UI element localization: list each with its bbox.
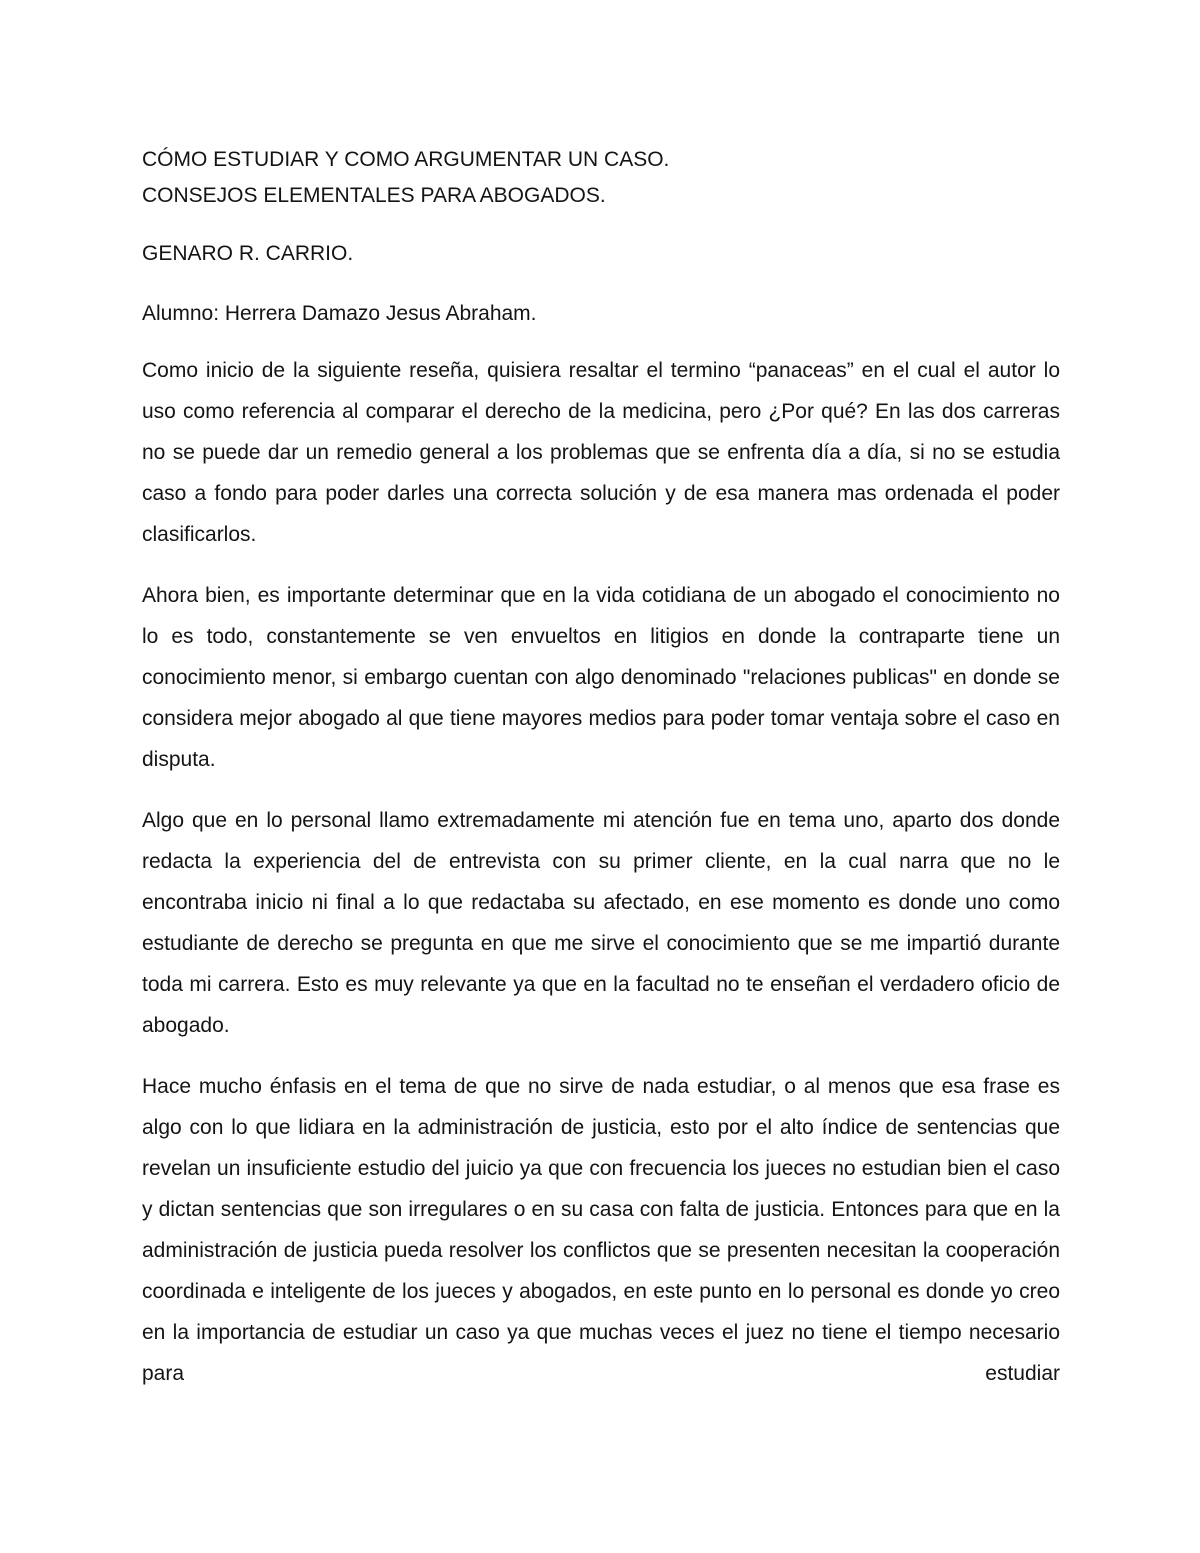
document-student: Alumno: Herrera Damazo Jesus Abraham. [142,302,537,325]
document-body [142,142,1060,1394]
paragraph: Hace mucho énfasis en el tema de que no sirve de nada estudiar, o al menos que esa frase es algo con lo que lidiara en la administración de justicia, esto por el alto índice de sentencias que revelan un insuficiente estudio del juicio ya que con frecuencia los jueces no estudian bien el caso y dictan sentencias que son irregulares o en su casa con falta de justicia. Entonces para que en la administración de justicia pueda resolver los conflictos que se presenten necesitan la cooperación coordinada e inteligente de los jueces y abogados, en este punto en lo personal es donde yo creo en la importancia de estudiar un caso ya que muchas veces el juez no tiene el tiempo necesario para estudiar [142,1075,1060,1385]
paragraph: Como inicio de la siguiente reseña, quisiera resaltar el termino “panaceas” en el cual el autor lo uso como referencia al comparar el derecho de la medicina, pero ¿Por qué? En las dos carreras no se puede dar un remedio general a los problemas que se enfrenta día a día, si no se estudia caso a fondo para poder darles una correcta solución y de esa manera mas ordenada el poder clasificarlos. [142,359,1060,546]
paragraph: Ahora bien, es importante determinar que en la vida cotidiana de un abogado el conocimiento no lo es todo, constantemente se ven envueltos en litigios en donde la contraparte tiene un conocimiento menor, si embargo cuentan con algo denominado "relaciones publicas" en donde se considera mejor abogado al que tiene mayores medios para poder tomar ventaja sobre el caso en disputa. [142,584,1060,771]
document-author: GENARO R. CARRIO. [142,242,354,265]
document-title-line-2: CONSEJOS ELEMENTALES PARA ABOGADOS. [142,184,606,207]
document-title-line-1: CÓMO ESTUDIAR Y COMO ARGUMENTAR UN CASO. [142,148,670,171]
paragraph: Algo que en lo personal llamo extremadamente mi atención fue en tema uno, aparto dos donde redacta la experiencia del de entrevista con su primer cliente, en la cual narra que no le encontraba inicio ni final a lo que redactaba su afectado, en ese momento es donde uno como estudiante de derecho se pregunta en que me sirve el conocimiento que se me impartió durante toda mi carrera. Esto es muy relevante ya que en la facultad no te enseñan el verdadero oficio de abogado. [142,809,1060,1037]
